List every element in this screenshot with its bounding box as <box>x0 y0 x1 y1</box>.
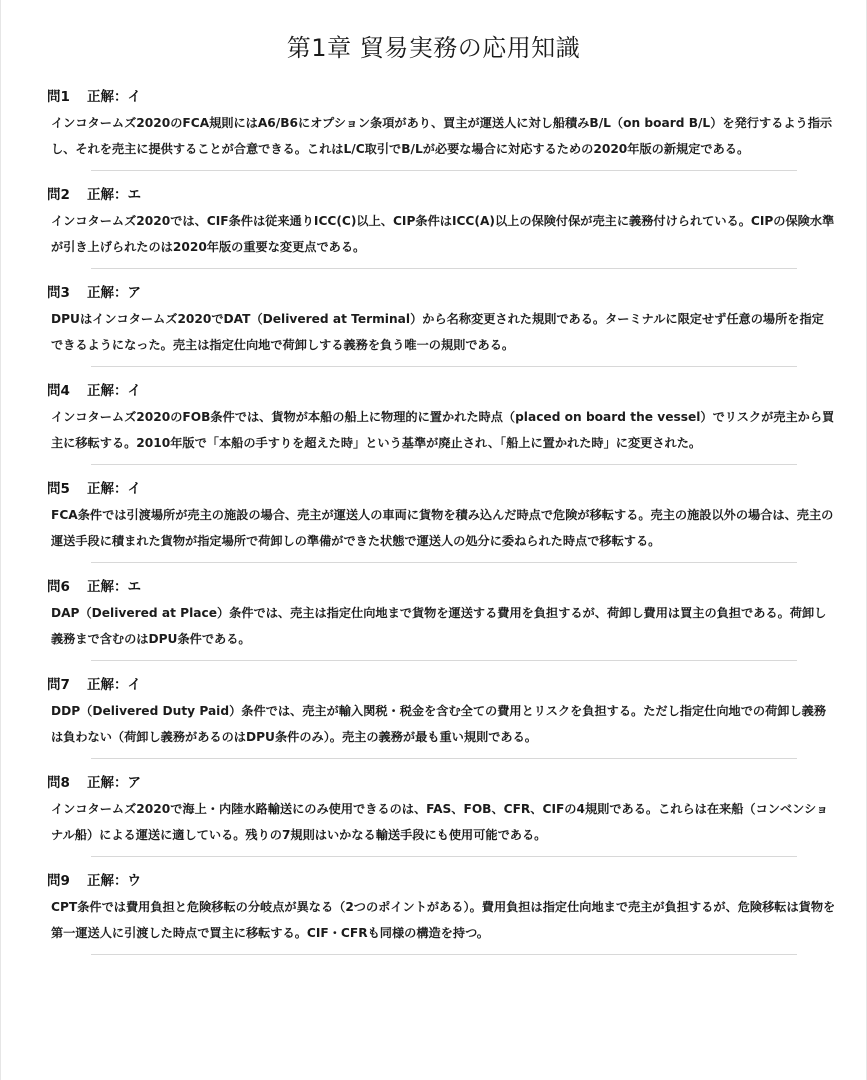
question-number: 問2 <box>47 187 70 203</box>
correct-answer: 正解：エ <box>87 187 141 203</box>
explanation-text: インコタームズ2020のFCA規則にはA6/B6にオプション条項があり、買主が運送人に対し船積みB/L（on board B/L）を発行するよう指示し、それを売主に提供することが合意できる。これはL/C取引でB/Lが必要な場合に対応するための2020年版の新規定である。 <box>51 116 833 156</box>
explanation-text: DPUはインコタームズ2020でDAT（Delivered at Terminal）から名称変更された規則である。ターミナルに限定せず任意の場所を指定できるようになった。売主は指定仕向地で荷卸しする義務を負う唯一の規則である。 <box>51 312 824 352</box>
divider <box>91 366 797 367</box>
question-header <box>47 576 866 598</box>
question-number: 問3 <box>47 285 70 301</box>
correct-answer: 正解：ウ <box>87 873 141 889</box>
answer-item-1 <box>1 86 866 171</box>
correct-answer: 正解：エ <box>87 579 141 595</box>
divider <box>91 268 797 269</box>
question-header <box>47 86 866 108</box>
answer-item-5 <box>1 478 866 563</box>
divider <box>91 464 797 465</box>
explanation-text: インコタームズ2020で海上・内陸水路輸送にのみ使用できるのは、FAS、FOB、CFR、CIFの4規則である。これらは在来船（コンベンショナル船）による運送に適している。残りの7規則はいかなる輸送手段にも使用可能である。 <box>51 802 829 842</box>
answer-item-7 <box>1 674 866 759</box>
question-header <box>47 282 866 304</box>
correct-answer: 正解：ア <box>87 775 141 791</box>
correct-answer: 正解：イ <box>87 383 141 399</box>
divider <box>91 562 797 563</box>
explanation-text: インコタームズ2020では、CIF条件は従来通りICC(C)以上、CIP条件はICC(A)以上の保険付保が売主に義務付けられている。CIPの保険水準が引き上げられたのは2020年版の重要な変更点である。 <box>51 214 835 254</box>
question-number: 問8 <box>47 775 70 791</box>
answer-item-3 <box>1 282 866 367</box>
divider <box>91 170 797 171</box>
question-number: 問6 <box>47 579 70 595</box>
question-header <box>47 380 866 402</box>
page-title: 第1章 貿易実務の応用知識 <box>286 34 581 62</box>
explanation-text: インコタームズ2020のFOB条件では、貨物が本船の船上に物理的に置かれた時点（placed on board the vessel）でリスクが売主から買主に移転する。2010年版で「本船の手すりを超えた時」という基準が廃止され、「船上に置かれた時」に変更された。 <box>51 410 835 450</box>
question-number: 問7 <box>47 677 70 693</box>
explanation-text: DAP（Delivered at Place）条件では、売主は指定仕向地まで貨物を運送する費用を負担するが、荷卸し費用は買主の負担である。荷卸し義務まで含むのはDPU条件である。 <box>51 606 827 646</box>
explanation-text: CPT条件では費用負担と危険移転の分岐点が異なる（2つのポイントがある）。費用負担は指定仕向地まで売主が負担するが、危険移転は貨物を第一運送人に引渡した時点で買主に移転する。CIF・CFRも同様の構造を持つ。 <box>51 900 836 940</box>
explanation-text: DDP（Delivered Duty Paid）条件では、売主が輸入関税・税金を含む全ての費用とリスクを負担する。ただし指定仕向地での荷卸し義務は負わない（荷卸し義務があるのはDPU条件のみ）。売主の義務が最も重い規則である。 <box>51 704 827 744</box>
correct-answer: 正解：ア <box>87 285 141 301</box>
question-header <box>47 184 866 206</box>
correct-answer: 正解：イ <box>87 677 141 693</box>
question-header <box>47 772 866 794</box>
correct-answer: 正解：イ <box>87 89 141 105</box>
explanation-text: FCA条件では引渡場所が売主の施設の場合、売主が運送人の車両に貨物を積み込んだ時点で危険が移転する。売主の施設以外の場合は、売主の運送手段に積まれた貨物が指定場所で荷卸しの準備ができた状態で運送人の処分に委ねられた時点で移転する。 <box>51 508 834 548</box>
answer-item-8 <box>1 772 866 857</box>
answer-item-4 <box>1 380 866 465</box>
question-number: 問4 <box>47 383 70 399</box>
answer-list <box>1 86 866 955</box>
question-header <box>47 478 866 500</box>
answer-item-2 <box>1 184 866 269</box>
divider <box>91 954 797 955</box>
divider <box>91 660 797 661</box>
answer-item-6 <box>1 576 866 661</box>
divider <box>91 856 797 857</box>
divider <box>91 758 797 759</box>
question-header <box>47 870 866 892</box>
correct-answer: 正解：イ <box>87 481 141 497</box>
question-number: 問1 <box>47 89 70 105</box>
answer-item-9 <box>1 870 866 955</box>
question-number: 問5 <box>47 481 70 497</box>
question-header <box>47 674 866 696</box>
question-number: 問9 <box>47 873 70 889</box>
